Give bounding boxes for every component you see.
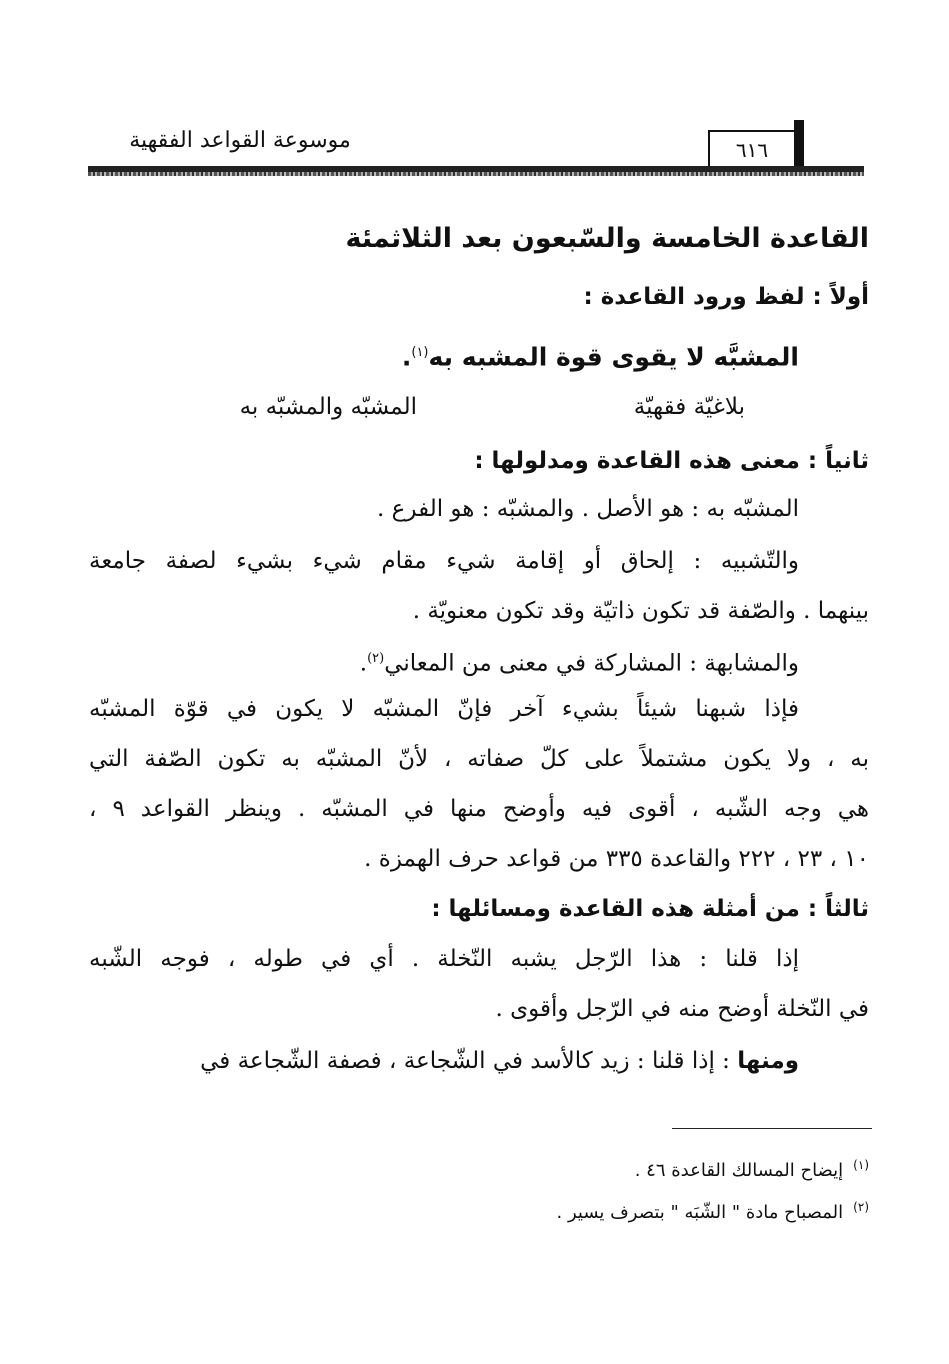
footnote-2 xyxy=(169,1192,869,1228)
similarity-end: . xyxy=(359,650,368,677)
body-line: في النّخلة أوضح منه في الرّجل وأقوى . xyxy=(495,996,869,1022)
page-number-border xyxy=(794,120,804,172)
body-line: به ، ولا يكون مشتملاً على كلّ صفاته ، لأنّ المشبّه به تكون الصّفة التي xyxy=(89,746,869,772)
section1-heading: أولاً : لفظ ورود القاعدة : xyxy=(583,284,869,310)
body-line: فإذا شبهنا شيئاً بشيء آخر فإنّ المشبّه لا يكون في قوّة المشبّه xyxy=(89,696,799,722)
footnote-1 xyxy=(169,1150,869,1186)
similarity-text: والمشابهة : المشاركة في معنى من المعاني xyxy=(384,650,799,677)
example-lead: ومنها xyxy=(737,1048,799,1074)
running-title: موسوعة القواعد الفقهية xyxy=(129,128,351,153)
footnote-number: (١) xyxy=(853,1158,869,1172)
rule-text-body: المشبَّه لا يقوى قوة المشبه به xyxy=(428,342,799,372)
category-right: بلاغيّة فقهيّة xyxy=(633,394,745,420)
rule-text xyxy=(99,328,799,382)
body-line: المشبّه به : هو الأصل . والمشبّه : هو الفرع . xyxy=(377,496,799,522)
header-rule-texture xyxy=(88,172,864,176)
body-line xyxy=(89,1040,799,1082)
body-line: والتّشبيه : إلحاق أو إقامة شيء مقام شيء بشيء لصفة جامعة xyxy=(89,548,799,574)
footnote-rule xyxy=(672,1128,872,1129)
category-left: المشبّه والمشبّه به xyxy=(239,394,417,420)
footnote-text: إيضاح المسالك القاعدة ٤٦ . xyxy=(634,1160,844,1181)
footnote-number: (٢) xyxy=(853,1200,869,1214)
section2-heading: ثانياً : معنى هذه القاعدة ومدلولها : xyxy=(474,448,869,474)
body-line: إذا قلنا : هذا الرّجل يشبه النّخلة . أي في طوله ، فوجه الشّبه xyxy=(89,946,799,972)
rule-text-end: . xyxy=(401,342,412,372)
example-text: : إذا قلنا : زيد كالأسد في الشّجاعة ، فصفة الشّجاعة في xyxy=(200,1048,738,1074)
body-line: هي وجه الشّبه ، أقوى فيه وأوضح منها في المشبّه . وينظر القواعد ٩ ، xyxy=(89,796,869,822)
footnote-ref-2: (٢) xyxy=(367,651,385,666)
footnote-ref-1: (١) xyxy=(411,345,429,360)
rule-title: القاعدة الخامسة والسّبعون بعد الثلاثمئة xyxy=(345,223,869,254)
body-line: بينهما . والصّفة قد تكون ذاتيّة وقد تكون معنويّة . xyxy=(412,598,869,624)
section3-heading: ثالثاً : من أمثلة هذه القاعدة ومسائلها : xyxy=(431,896,869,922)
footnote-text: المصباح مادة " الشّبَه " بتصرف يسير . xyxy=(556,1202,844,1223)
body-line xyxy=(89,638,799,685)
body-line: ١٠ ، ٢٣ ، ٢٢٢ والقاعدة ٣٣٥ من قواعد حرف الهمزة . xyxy=(364,846,869,872)
page-number: ٦١٦ xyxy=(708,130,796,166)
